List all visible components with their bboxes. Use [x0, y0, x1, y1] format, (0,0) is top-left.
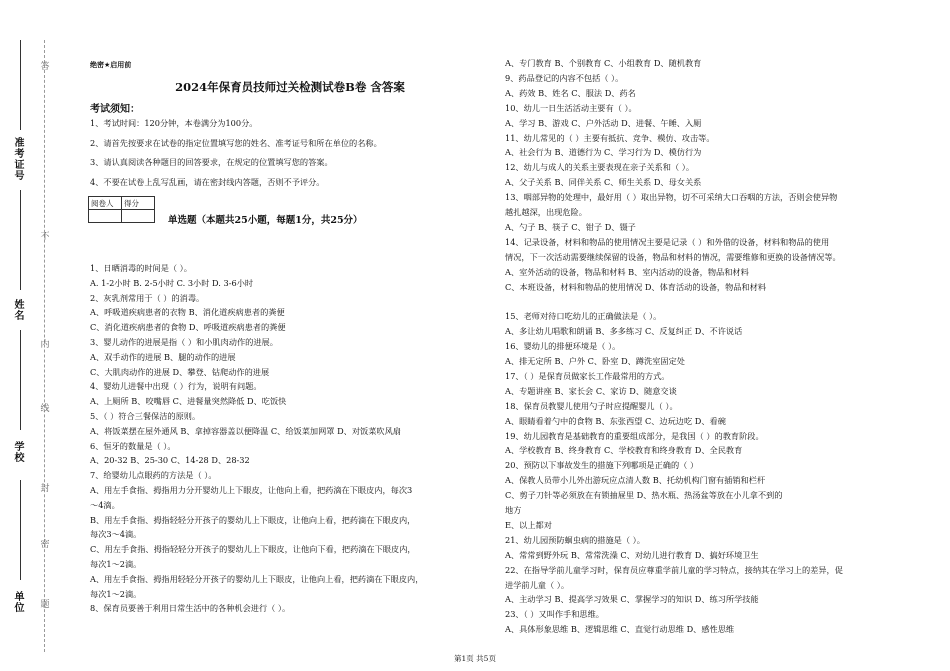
question-line: A、具体形象思维 B、逻辑思维 C、直觉行动思维 D、感性思维 [505, 624, 735, 635]
question-line: A、专门教育 B、个别教育 C、小组教育 D、随机教育 [505, 58, 702, 68]
question-line: 每次1～2滴。 [90, 559, 142, 569]
question-line: C、用左手食指、拇指轻轻分开孩子的婴幼儿上下眼皮，让他向下看，把药滴在下眼皮内， [90, 544, 416, 555]
question-line: 12、幼儿与成人的关系主要表现在亲子关系和（ ）。 [505, 162, 695, 173]
question-line: A、排无定所 B、户外 C、卧室 D、蹲洗室固定处 [505, 356, 685, 366]
page-title: 2024年保育员技师过关检测试卷B卷 含答案 [175, 80, 405, 94]
question-line: A、主动学习 B、提高学习效果 C、掌握学习的知识 D、练习所学技能 [505, 594, 759, 605]
margin-mark: 答 [40, 62, 50, 72]
exam-no-label: 准考证号 [14, 138, 25, 182]
question-line: C、本班设备，材料和物品的使用情况 D、体育活动的设备，物品和材料 [505, 281, 767, 292]
binding-margin [0, 0, 60, 671]
question-line: 15、老师对待口吃幼儿的正确做法是（ ）。 [505, 311, 662, 322]
question-line: 4、不要在试卷上乱写乱画，请在密封线内答题，否则不予评分。 [90, 176, 325, 187]
question-line: A、用左手食指、拇指用轻轻分开孩子的婴幼儿上下眼皮，让他向上看，把药滴在下眼皮内， [90, 573, 424, 584]
question-line: 进学前儿童（ ）。 [505, 579, 570, 590]
question-line: A、保教人员带小儿外出游玩应点清人数 B、托幼机构门窗有插销和栏杆 [505, 475, 766, 486]
question-line: 2、灰乳剂常用于（ ）的消毒。 [90, 292, 205, 303]
question-line: 2、请首先按要求在试卷的指定位置填写您的姓名、准考证号和所在单位的名称。 [90, 137, 382, 148]
question-line: 17、（ ）是保育员做家长工作最常用的方式。 [505, 370, 670, 381]
question-line: 4、婴幼儿进餐中出现（ ）行为，说明有问题。 [90, 381, 262, 392]
unit-label: 单位 [14, 592, 25, 614]
page-footer: 第1页 共5页 [454, 654, 496, 663]
question-line: A、社会行为 B、道德行为 C、学习行为 D、模仿行为 [505, 147, 702, 158]
question-line: A、眼睛看着勺中的食物 B、东张西望 C、边玩边吃 D、看碗 [505, 415, 726, 426]
question-line: A、常常到野外玩 B、常常洗澡 C、对幼儿进行教育 D、搞好环境卫生 [505, 549, 759, 560]
question-line: C、剪子刀针等必须放在有锁抽屉里 D、热水瓶、热汤盆等放在小儿拿不到的 [505, 490, 783, 501]
question-line: A、学习 B、游戏 C、户外活动 D、进餐、午睡、入厕 [505, 117, 702, 128]
question-line: 越扎越深，出现危险。 [505, 207, 587, 217]
question-line: 9、药品登记的内容不包括（ ）。 [505, 72, 624, 83]
question-line: 10、幼儿一日生活活动主要有（ ）。 [505, 102, 637, 113]
question-line: 1、日晒消毒的时间是（ ）。 [90, 263, 192, 273]
question-line: A、专题讲座 B、家长会 C、家访 D、随意交谈 [505, 385, 677, 396]
margin-mark: 线 [40, 404, 50, 414]
question-line: 每次1～2滴。 [90, 588, 142, 599]
question-line: 22、在指导学前儿童学习时，保育员应尊重学前儿童的学习特点，接纳其在学习上的差异，促 [505, 564, 843, 575]
question-line: 1、考试时间：120分钟，本卷满分为100分。 [90, 118, 258, 128]
exam-no-underline [20, 40, 21, 130]
question-line: A、上厕所 B、咬嘴唇 C、进餐量突然降低 D、吃饭快 [90, 396, 287, 407]
question-line: 8、保育员要善于利用日常生活中的各种机会进行（ ）。 [90, 603, 291, 614]
section-title: 单选题（本题共25小题，每题1分，共25分） [168, 215, 363, 226]
school-underline [20, 330, 21, 430]
question-line: A、双手动作的进展 B、腿的动作的进展 [90, 351, 236, 362]
score-blank[interactable] [122, 210, 155, 223]
question-line: 每次3～4滴。 [90, 529, 142, 540]
question-line: A、将饭菜摆在屋外通风 B、拿掉容器盖以便降温 C、给饭菜加网罩 D、对饭菜吹风扇 [90, 425, 401, 436]
unit-underline [20, 480, 21, 580]
reviewer-cell: 阅卷人 [89, 197, 122, 210]
question-line: A、20-32 B、25-30 C、14-28 D、28-32 [90, 455, 250, 466]
question-line: 14、记录设备，材料和物品的使用情况主要是记录（ ）和外借的设备，材料和物品的使用 [505, 236, 830, 247]
question-line: 21、幼儿园预防蛔虫病的措施是（ ）。 [505, 534, 645, 545]
question-line: A. 1-2小时 B. 2-5小时 C. 3小时 D. 3-6小时 [90, 277, 254, 288]
question-line: 19、幼儿园教育是基础教育的重要组成部分，是我国（ ）的教育阶段。 [505, 430, 764, 441]
question-line: B、用左手食指、拇指轻轻分开孩子的婴幼儿上下眼皮，让他向上看，把药滴在下眼皮内， [90, 514, 416, 525]
margin-mark: 密 [40, 540, 50, 550]
secret-label: 绝密★启用前 [90, 61, 132, 69]
name-underline [20, 190, 21, 290]
question-line: A、父子关系 B、同伴关系 C、师生关系 D、母女关系 [505, 177, 702, 188]
question-line: 地方 [505, 505, 522, 515]
question-line: C、消化道疾病患者的食物 D、呼吸道疾病患者的粪便 [90, 322, 286, 333]
question-line: A、用左手食指、拇指用力分开婴幼儿上下眼皮，让他向上看，把药滴在下眼皮内，每次3 [90, 485, 413, 495]
score-cell: 得分 [122, 197, 155, 210]
question-line: 6、恒牙的数量是（ ）。 [90, 440, 176, 451]
margin-mark: 内 [40, 340, 50, 350]
question-line: 情况，下一次活动需要继续保留的设备，物品和材料的情况，需要维修和更换的设备情况等。 [505, 251, 841, 262]
margin-mark: 题 [40, 600, 50, 610]
notice-heading: 考试须知： [90, 104, 140, 115]
question-line: ～4滴。 [90, 499, 120, 510]
question-line: A、呼吸道疾病患者的衣物 B、消化道疾病患者的粪便 [90, 307, 285, 318]
margin-mark: 封 [40, 484, 50, 494]
question-line: 5、（ ）符合三餐保洁的原则。 [90, 411, 201, 421]
question-line: 23、（ ）又叫作手和思维。 [505, 609, 604, 620]
question-line: A、多让幼儿唱歌和朗诵 B、多多练习 C、反复纠正 D、不许说话 [505, 326, 743, 337]
question-line: 3、请认真阅读各种题目的回答要求，在规定的位置填写您的答案。 [90, 157, 333, 167]
question-line: 11、幼儿常见的（ ）主要有抵抗、竞争、模仿、攻击等。 [505, 132, 715, 143]
reviewer-blank[interactable] [89, 210, 122, 223]
question-line: 18、保育员教婴儿使用勺子时应提醒婴儿（ ）。 [505, 400, 678, 411]
question-line: 16、婴幼儿的排便环境是（ ）。 [505, 341, 621, 352]
question-line: 7、给婴幼儿点眼药的方法是（ ）。 [90, 470, 217, 481]
question-line: A、勺子 B、筷子 C、钳子 D、镊子 [505, 221, 636, 232]
question-line: A、室外活动的设备，物品和材料 B、室内活动的设备，物品和材料 [505, 266, 749, 277]
margin-mark: 不 [40, 232, 50, 242]
score-table [88, 196, 155, 223]
question-line: C、大肌肉动作的进展 D、攀登、钻爬动作的进展 [90, 366, 270, 377]
question-line: 3、婴儿动作的进展是指（ ）和小肌肉动作的进展。 [90, 337, 278, 347]
question-line: E、以上都对 [505, 519, 552, 530]
question-line: 20、预防以下事故发生的措施下列哪项是正确的（ ） [505, 460, 699, 471]
name-label: 姓名 [14, 300, 25, 322]
question-line: A、学校教育 B、终身教育 C、学校教育和终身教育 D、全民教育 [505, 445, 743, 456]
question-line: A、药效 B、姓名 C、服法 D、药名 [505, 87, 636, 98]
school-label: 学校 [14, 442, 25, 464]
question-line: 13、咽部异物的处理中，最好用（ ）取出异物，切不可采纳大口吞咽的方法，否则会使异物 [505, 192, 838, 203]
